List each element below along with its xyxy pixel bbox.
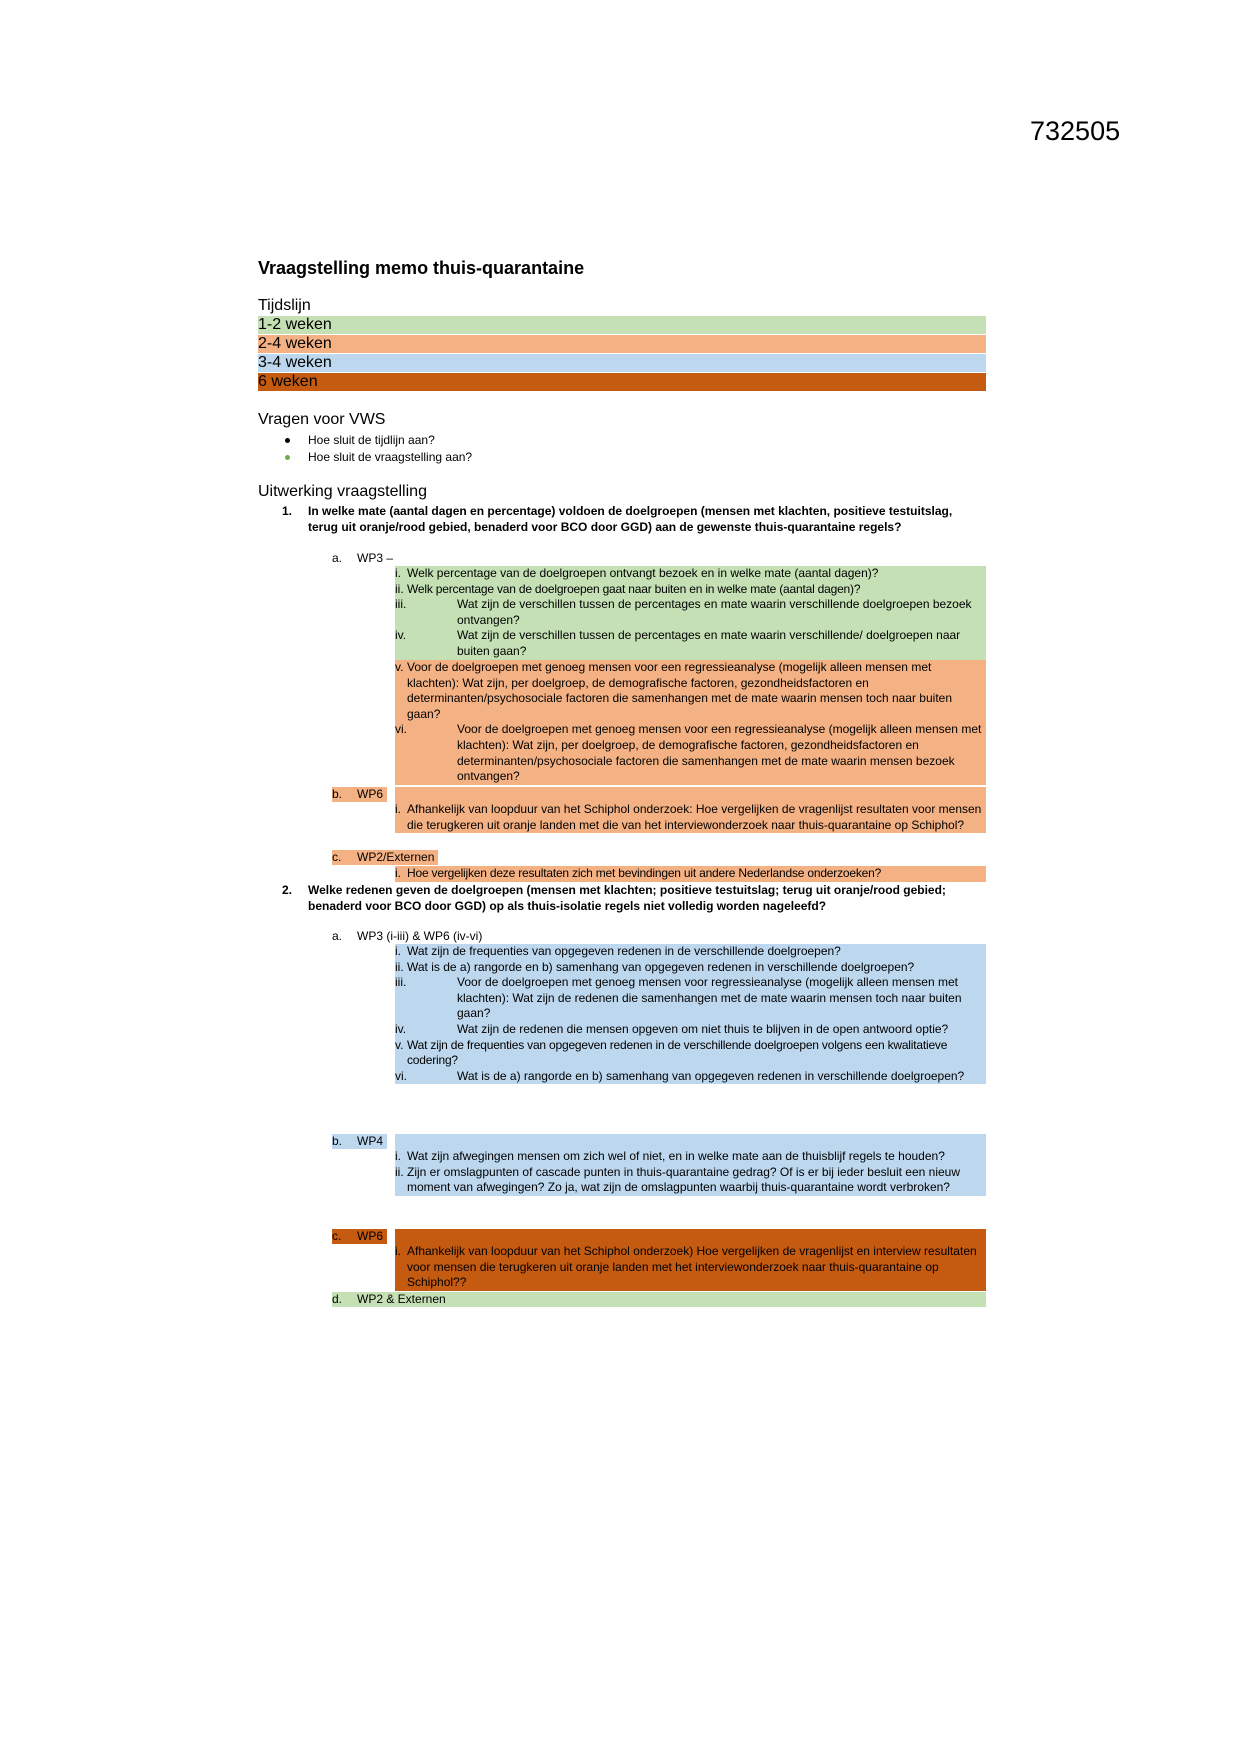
sub-heading-q1-a <box>332 551 397 566</box>
item-text: Afhankelijk van loopduur van het Schiphol onderzoek: Hoe vergelijken de vragenlijst resultaten voor mensen die terugkeren uit oranje landen met die van het interviewonderzoek naar thuis-quarantaine op Schiphol? <box>407 802 982 832</box>
vws-bullet-list <box>282 432 472 466</box>
roman-numeral: i. <box>395 944 401 958</box>
item-text: Afhankelijk van loopduur van het Schiphol onderzoek) Hoe vergelijken de vragenlijst en interview resultaten voor mensen die terugkeren uit oranje landen met het interviewonderzoek naar thuis-quarantaine op Schiphol?? <box>407 1244 977 1290</box>
sub-heading-q1-b <box>332 787 387 802</box>
item-text: Voor de doelgroepen met genoeg mensen voor een regressieanalyse (mogelijk alleen mensen met klachten): Wat zijn, per doelgroep, de demografische factoren, gezondheidsfactoren en determinanten/psychosociale factoren die samenhangen met de mate waarin mensen toch naar buiten gaan? <box>407 660 952 721</box>
roman-numeral: iii. <box>395 597 407 612</box>
timeline-heading: Tijdslijn <box>258 297 311 314</box>
question-1 <box>282 503 982 535</box>
sub-label: WP2/Externen <box>357 850 435 864</box>
vws-bullet-item <box>282 449 472 466</box>
list-item <box>395 960 986 976</box>
q1-a-green-block <box>395 566 986 660</box>
page-title: Vraagstelling memo thuis-quarantaine <box>258 258 585 278</box>
bullet-icon <box>285 455 290 460</box>
roman-numeral: v. <box>395 1037 404 1052</box>
document-number: 732505 <box>1030 116 1121 146</box>
roman-numeral: ii. <box>395 581 404 596</box>
question-2 <box>282 882 982 914</box>
timeline-label: 1-2 weken <box>258 316 332 333</box>
roman-numeral: i. <box>395 566 401 580</box>
list-item <box>395 582 986 598</box>
item-text: Wat zijn de redenen die mensen opgeven om niet thuis te blijven in de open antwoord optie? <box>457 1021 949 1036</box>
list-item <box>395 628 986 659</box>
list-item <box>395 1038 986 1069</box>
item-text: Wat zijn de frequenties van opgegeven redenen in de verschillende doelgroepen? <box>407 944 841 958</box>
roman-numeral: ii. <box>395 959 404 974</box>
list-item <box>395 1149 986 1165</box>
item-text: Voor de doelgroepen met genoeg mensen voor regressieanalyse (mogelijk alleen mensen met klachten): Wat zijn de redenen die samenhangen met de mate waarin mensen toch naar buiten gaan? <box>457 975 962 1021</box>
sub-letter: a. <box>332 551 343 565</box>
sub-letter: a. <box>332 929 343 943</box>
vws-bullet-item <box>282 432 472 449</box>
q1-a-orange-block <box>395 660 986 785</box>
roman-numeral: i. <box>395 1244 401 1258</box>
list-item <box>395 660 986 722</box>
item-text: Voor de doelgroepen met genoeg mensen voor een regressieanalyse (mogelijk alleen mensen met klachten): Wat zijn, per doelgroep, de demografische factoren, gezondheidsfactoren en determinanten/psychosociale factoren die samenhangen met de mate waarin mensen bezoek ontvangen? <box>457 722 982 784</box>
sub-letter: c. <box>332 1229 342 1243</box>
list-item <box>395 1165 986 1196</box>
list-item <box>395 975 986 1022</box>
item-text: Welk percentage van de doelgroepen ontvangt bezoek en in welke mate (aantal dagen)? <box>407 566 879 580</box>
question-text: In welke mate (aantal dagen en percentage) voldoen de doelgroepen (mensen met klachten, positieve testuitslag, terug uit oranje/rood gebied, benaderd voor BCO door GGD) aan de gewenste thuis-quarantaine regels? <box>308 504 953 534</box>
sub-label: WP3 (i-iii) & WP6 (iv-vi) <box>357 929 483 943</box>
bullet-icon <box>285 438 290 443</box>
sub-letter: b. <box>332 787 343 801</box>
roman-numeral: i. <box>395 802 401 816</box>
q1-c-orange-block <box>395 866 986 882</box>
list-item <box>395 1022 986 1038</box>
item-text: Wat zijn de verschillen tussen de percentages en mate waarin verschillende/ doelgroepen naar buiten gaan? <box>457 628 961 658</box>
item-text: Wat is de a) rangorde en b) samenhang van opgegeven redenen in verschillende doelgroepen? <box>457 1068 965 1083</box>
item-text: Wat zijn de verschillen tussen de percentages en mate waarin verschillende doelgroepen bezoek ontvangen? <box>457 597 972 627</box>
sub-heading-q2-b <box>332 1134 387 1149</box>
sub-heading-q2-d <box>332 1292 986 1307</box>
question-number: 1. <box>282 504 293 518</box>
question-number: 2. <box>282 883 293 897</box>
roman-numeral: ii. <box>395 1164 404 1179</box>
roman-numeral: iii. <box>395 975 407 990</box>
roman-numeral: iv. <box>395 628 407 643</box>
item-text: Hoe vergelijken deze resultaten zich met bevindingen uit andere Nederlandse onderzoeken? <box>407 866 882 880</box>
roman-numeral: vi. <box>395 722 407 737</box>
sub-letter: b. <box>332 1134 343 1148</box>
roman-numeral: vi. <box>395 1068 407 1083</box>
q2-b-blue-block <box>395 1134 986 1196</box>
item-text: Welk percentage van de doelgroepen gaat naar buiten en in welke mate (aantal dagen)? <box>407 581 861 596</box>
list-item <box>395 566 986 582</box>
list-item <box>395 722 986 784</box>
q2-c-red-block <box>395 1229 986 1291</box>
uitwerking-heading: Uitwerking vraagstelling <box>258 483 427 500</box>
timeline-label: 2-4 weken <box>258 335 332 352</box>
sub-label: WP4 <box>357 1134 384 1148</box>
roman-numeral: v. <box>395 660 404 674</box>
sub-letter: d. <box>332 1292 343 1306</box>
item-text: Zijn er omslagpunten of cascade punten in thuis-quarantaine gedrag? Of is er bij ieder besluit een nieuw moment van afwegingen? Zo ja, wat zijn de omslagpunten waarbij thuis-quarantaine wordt verbroken? <box>407 1164 961 1195</box>
item-text: Wat zijn de frequenties van opgegeven redenen in de verschillende doelgroepen volgens een kwalitatieve codering? <box>407 1037 948 1068</box>
sub-heading-q1-c <box>332 850 438 865</box>
list-item <box>395 597 986 628</box>
q1-b-orange-block <box>395 787 986 833</box>
list-item <box>395 944 986 960</box>
sub-label: WP3 – <box>357 551 394 565</box>
timeline-band-1 <box>258 316 986 334</box>
timeline-band-4 <box>258 373 986 391</box>
roman-numeral: i. <box>395 866 401 880</box>
q2-a-blue-block <box>395 944 986 1084</box>
sub-heading-q2-a <box>332 929 486 944</box>
sub-letter: c. <box>332 850 342 864</box>
timeline-label: 6 weken <box>258 373 318 390</box>
list-item <box>395 802 986 833</box>
item-text: Wat is de a) rangorde en b) samenhang van opgegeven redenen in verschillende doelgroepen? <box>407 959 915 974</box>
list-item <box>395 1244 986 1291</box>
timeline-band-2 <box>258 335 986 353</box>
sub-label: WP6 <box>357 787 384 801</box>
timeline-label: 3-4 weken <box>258 354 332 371</box>
roman-numeral: iv. <box>395 1021 407 1036</box>
sub-heading-q2-c <box>332 1229 387 1244</box>
bullet-text: Hoe sluit de vraagstelling aan? <box>308 450 473 464</box>
item-text: Wat zijn afwegingen mensen om zich wel of niet, en in welke mate aan de thuisblijf regels te houden? <box>407 1149 945 1163</box>
roman-numeral: i. <box>395 1149 401 1163</box>
question-text: Welke redenen geven de doelgroepen (mensen met klachten; positieve testuitslag; terug uit oranje/rood gebied; benaderd voor BCO door GGD) op als thuis-isolatie regels niet volledig worden nageleefd? <box>308 883 946 913</box>
timeline-band-3 <box>258 354 986 372</box>
sub-label: WP2 & Externen <box>357 1292 446 1306</box>
vws-heading: Vragen voor VWS <box>258 411 386 428</box>
list-item <box>395 866 986 882</box>
list-item <box>395 1069 986 1085</box>
sub-label: WP6 <box>357 1229 384 1243</box>
bullet-text: Hoe sluit de tijdlijn aan? <box>308 433 435 447</box>
